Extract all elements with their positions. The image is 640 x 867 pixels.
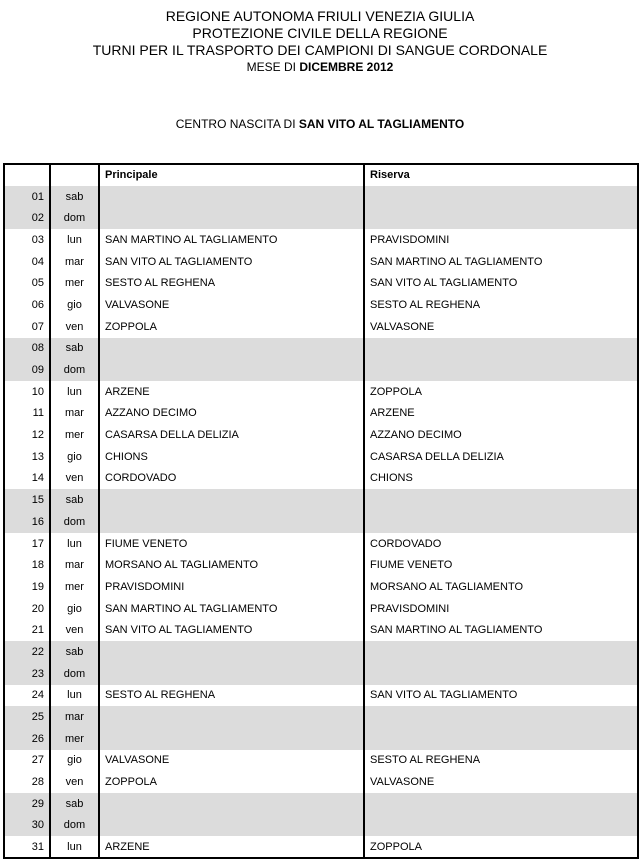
day-name-cell: sab [50, 186, 99, 208]
table-row [4, 815, 638, 837]
subtitle-value: SAN VITO AL TAGLIAMENTO [298, 117, 465, 131]
riserva-cell: AZZANO DECIMO [364, 424, 638, 446]
day-number-cell: 25 [4, 706, 50, 728]
day-name-cell: lun [50, 381, 99, 403]
day-number-cell: 01 [4, 186, 50, 208]
riserva-cell [364, 511, 638, 533]
table-row [4, 338, 638, 360]
day-number-column-header [4, 164, 50, 186]
day-name-cell: mer [50, 576, 99, 598]
table-row [4, 272, 638, 294]
day-number-cell: 14 [4, 468, 50, 490]
principale-cell: MORSANO AL TAGLIAMENTO [99, 554, 364, 576]
table-row [4, 771, 638, 793]
day-number-cell: 16 [4, 511, 50, 533]
shift-schedule-table [3, 163, 639, 859]
table-row [4, 685, 638, 707]
day-name-cell: gio [50, 598, 99, 620]
principale-cell: PRAVISDOMINI [99, 576, 364, 598]
schedule-table-head [4, 164, 638, 186]
principale-cell: VALVASONE [99, 294, 364, 316]
day-name-cell: mer [50, 728, 99, 750]
principale-cell: SAN VITO AL TAGLIAMENTO [99, 619, 364, 641]
riserva-cell [364, 641, 638, 663]
riserva-cell: MORSANO AL TAGLIAMENTO [364, 576, 638, 598]
day-name-cell: dom [50, 359, 99, 381]
principale-cell: VALVASONE [99, 750, 364, 772]
month-line [0, 59, 640, 76]
principale-cell: SAN VITO AL TAGLIAMENTO [99, 251, 364, 273]
schedule-table-body [4, 186, 638, 858]
principale-cell: SAN MARTINO AL TAGLIAMENTO [99, 598, 364, 620]
table-row [4, 619, 638, 641]
day-name-cell: mar [50, 251, 99, 273]
day-number-cell: 18 [4, 554, 50, 576]
day-number-cell: 24 [4, 685, 50, 707]
table-row [4, 381, 638, 403]
riserva-cell: VALVASONE [364, 771, 638, 793]
table-row [4, 251, 638, 273]
table-row [4, 403, 638, 425]
principale-cell: CORDOVADO [99, 468, 364, 490]
day-number-cell: 29 [4, 793, 50, 815]
day-number-cell: 30 [4, 815, 50, 837]
title-line-2: PROTEZIONE CIVILE DELLA REGIONE [192, 25, 448, 41]
principale-cell: ZOPPOLA [99, 771, 364, 793]
principale-cell [99, 793, 364, 815]
riserva-column-header: Riserva [364, 164, 638, 186]
day-number-cell: 26 [4, 728, 50, 750]
table-row [4, 316, 638, 338]
riserva-cell [364, 793, 638, 815]
riserva-cell [364, 186, 638, 208]
day-number-cell: 04 [4, 251, 50, 273]
riserva-cell [364, 663, 638, 685]
table-header-row [4, 164, 638, 186]
principale-cell [99, 706, 364, 728]
table-row [4, 750, 638, 772]
principale-cell: SESTO AL REGHENA [99, 685, 364, 707]
day-name-cell: dom [50, 663, 99, 685]
day-name-cell: dom [50, 511, 99, 533]
riserva-cell: SESTO AL REGHENA [364, 294, 638, 316]
principale-cell [99, 186, 364, 208]
table-row [4, 793, 638, 815]
principale-cell [99, 663, 364, 685]
day-name-cell: sab [50, 338, 99, 360]
table-row [4, 207, 638, 229]
day-name-cell: lun [50, 229, 99, 251]
riserva-cell: CORDOVADO [364, 533, 638, 555]
riserva-cell [364, 728, 638, 750]
principale-cell: SAN MARTINO AL TAGLIAMENTO [99, 229, 364, 251]
table-row [4, 598, 638, 620]
day-name-cell: sab [50, 793, 99, 815]
table-row [4, 663, 638, 685]
day-number-cell: 09 [4, 359, 50, 381]
day-name-cell: lun [50, 836, 99, 858]
principale-cell: CHIONS [99, 446, 364, 468]
day-number-cell: 10 [4, 381, 50, 403]
principale-cell [99, 728, 364, 750]
table-row [4, 229, 638, 251]
table-row [4, 446, 638, 468]
principale-cell [99, 207, 364, 229]
day-number-cell: 08 [4, 338, 50, 360]
riserva-cell: FIUME VENETO [364, 554, 638, 576]
day-number-cell: 05 [4, 272, 50, 294]
day-name-cell: ven [50, 468, 99, 490]
riserva-cell: PRAVISDOMINI [364, 598, 638, 620]
riserva-cell: ZOPPOLA [364, 836, 638, 858]
day-name-cell: mar [50, 706, 99, 728]
day-number-cell: 11 [4, 403, 50, 425]
day-name-cell: mar [50, 403, 99, 425]
principale-cell: SESTO AL REGHENA [99, 272, 364, 294]
riserva-cell: ZOPPOLA [364, 381, 638, 403]
principale-cell: CASARSA DELLA DELIZIA [99, 424, 364, 446]
table-row [4, 836, 638, 858]
table-row [4, 294, 638, 316]
day-name-cell: dom [50, 207, 99, 229]
day-name-cell: ven [50, 619, 99, 641]
principale-cell [99, 641, 364, 663]
day-number-cell: 07 [4, 316, 50, 338]
title-line-3: TURNI PER IL TRASPORTO DEI CAMPIONI DI SANGUE CORDONALE [92, 42, 548, 58]
subtitle-prefix: CENTRO NASCITA DI [175, 117, 299, 131]
day-number-cell: 17 [4, 533, 50, 555]
riserva-cell [364, 359, 638, 381]
riserva-cell [364, 338, 638, 360]
month-value: DICEMBRE 2012 [299, 60, 394, 74]
day-number-cell: 19 [4, 576, 50, 598]
table-row [4, 424, 638, 446]
day-number-cell: 31 [4, 836, 50, 858]
day-name-cell: sab [50, 641, 99, 663]
principale-cell: ARZENE [99, 836, 364, 858]
title-line-1: REGIONE AUTONOMA FRIULI VENEZIA GIULIA [165, 8, 475, 24]
principale-cell: ARZENE [99, 381, 364, 403]
riserva-cell [364, 706, 638, 728]
day-name-cell: lun [50, 685, 99, 707]
day-number-cell: 02 [4, 207, 50, 229]
table-row [4, 186, 638, 208]
riserva-cell: SAN VITO AL TAGLIAMENTO [364, 685, 638, 707]
riserva-cell: CASARSA DELLA DELIZIA [364, 446, 638, 468]
riserva-cell: CHIONS [364, 468, 638, 490]
principale-cell [99, 815, 364, 837]
principale-cell [99, 338, 364, 360]
day-name-cell: mer [50, 272, 99, 294]
principale-cell [99, 489, 364, 511]
riserva-cell: ARZENE [364, 403, 638, 425]
day-name-cell: mar [50, 554, 99, 576]
table-row [4, 533, 638, 555]
day-name-cell: sab [50, 489, 99, 511]
table-row [4, 468, 638, 490]
day-name-cell: gio [50, 446, 99, 468]
day-number-cell: 15 [4, 489, 50, 511]
riserva-cell [364, 207, 638, 229]
principale-cell: ZOPPOLA [99, 316, 364, 338]
principale-cell: FIUME VENETO [99, 533, 364, 555]
riserva-cell: PRAVISDOMINI [364, 229, 638, 251]
day-number-cell: 13 [4, 446, 50, 468]
day-name-cell: gio [50, 294, 99, 316]
riserva-cell: SAN VITO AL TAGLIAMENTO [364, 272, 638, 294]
day-number-cell: 23 [4, 663, 50, 685]
table-row [4, 359, 638, 381]
document-header [0, 0, 640, 76]
table-row [4, 554, 638, 576]
day-number-cell: 12 [4, 424, 50, 446]
table-row [4, 576, 638, 598]
table-row [4, 706, 638, 728]
riserva-cell: SAN MARTINO AL TAGLIAMENTO [364, 619, 638, 641]
table-row [4, 728, 638, 750]
day-name-cell: ven [50, 771, 99, 793]
principale-cell: AZZANO DECIMO [99, 403, 364, 425]
riserva-cell [364, 815, 638, 837]
day-number-cell: 03 [4, 229, 50, 251]
day-number-cell: 21 [4, 619, 50, 641]
riserva-cell: SAN MARTINO AL TAGLIAMENTO [364, 251, 638, 273]
day-name-cell: mer [50, 424, 99, 446]
riserva-cell: SESTO AL REGHENA [364, 750, 638, 772]
day-number-cell: 06 [4, 294, 50, 316]
day-number-cell: 28 [4, 771, 50, 793]
day-name-column-header [50, 164, 99, 186]
day-name-cell: lun [50, 533, 99, 555]
birth-center-subtitle [0, 118, 640, 131]
day-name-cell: ven [50, 316, 99, 338]
riserva-cell: VALVASONE [364, 316, 638, 338]
table-row [4, 511, 638, 533]
principale-column-header: Principale [99, 164, 364, 186]
table-row [4, 489, 638, 511]
table-row [4, 641, 638, 663]
riserva-cell [364, 489, 638, 511]
principale-cell [99, 511, 364, 533]
day-name-cell: gio [50, 750, 99, 772]
principale-cell [99, 359, 364, 381]
day-number-cell: 27 [4, 750, 50, 772]
day-number-cell: 22 [4, 641, 50, 663]
month-prefix: MESE DI [246, 60, 300, 74]
day-number-cell: 20 [4, 598, 50, 620]
day-name-cell: dom [50, 815, 99, 837]
